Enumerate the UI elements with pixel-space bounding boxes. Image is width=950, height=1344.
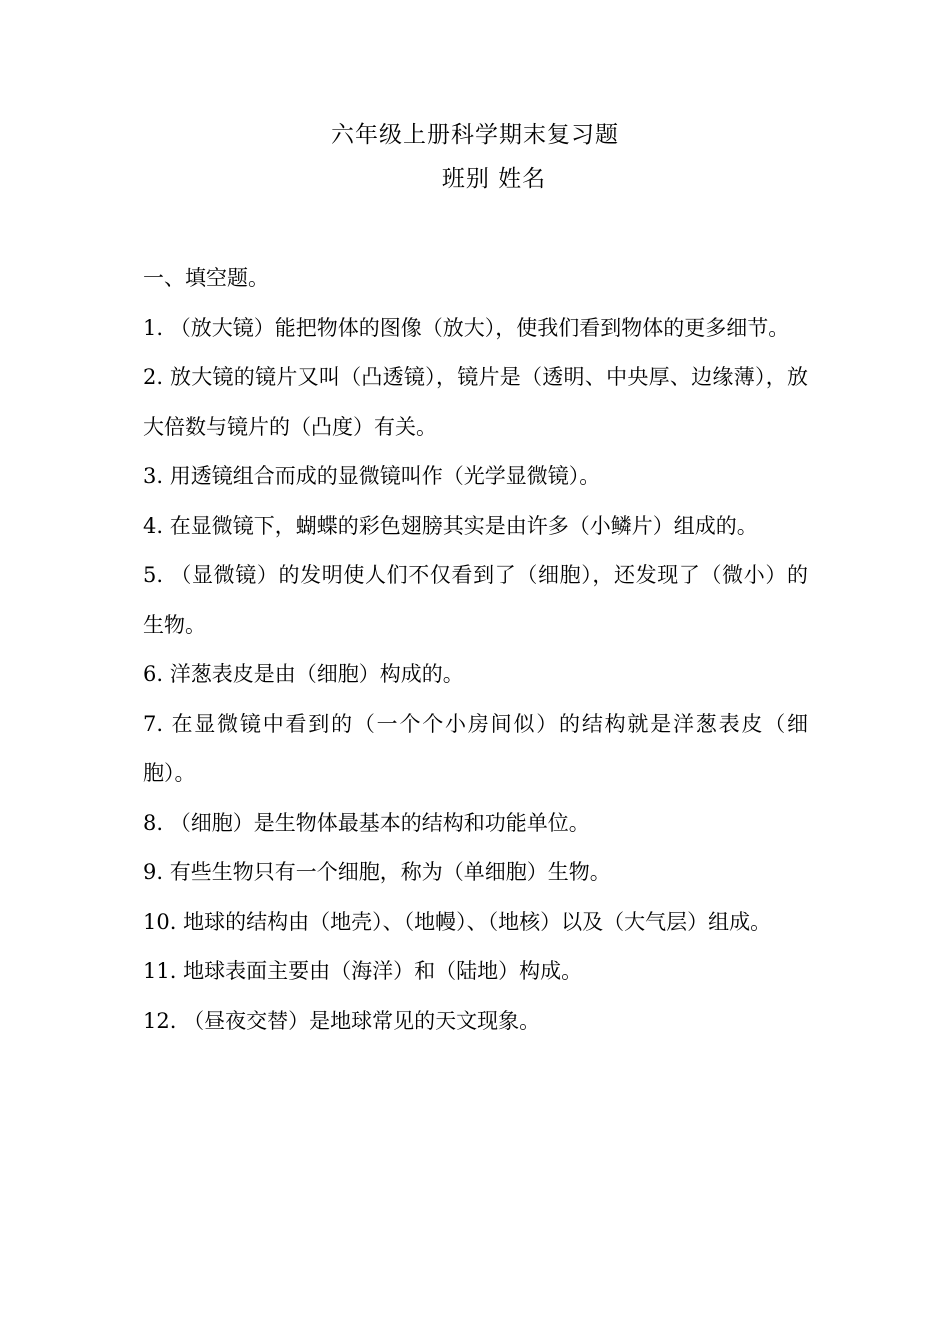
question-item-3: 3. 用透镜组合而成的显微镜叫作（光学显微镜）。 xyxy=(143,464,601,488)
section-heading: 一、填空题。 xyxy=(143,266,269,290)
question-item-10: 10. 地球的结构由（地壳）、（地幔）、（地核）以及（大气层）组成。 xyxy=(143,909,772,934)
question-item-4: 4. 在显微镜下，蝴蝶的彩色翅膀其实是由许多（小鳞片）组成的。 xyxy=(143,513,758,538)
question-item-11: 11. 地球表面主要由（海洋）和（陆地）构成。 xyxy=(143,959,583,983)
question-section xyxy=(143,254,808,1046)
question-item-1: 1. （放大镜）能把物体的图像（放大），使我们看到物体的更多细节。 xyxy=(143,315,790,340)
question-item-9: 9. 有些生物只有一个细胞，称为（单细胞）生物。 xyxy=(143,860,611,884)
question-item-5: 5. （显微镜）的发明使人们不仅看到了（细胞），还发现了（微小）的生物。 xyxy=(143,563,808,637)
document-title: 六年级上册科学期末复习题 xyxy=(331,122,619,148)
class-name-line: 班别 姓名 xyxy=(441,166,547,192)
question-item-8: 8. （细胞）是生物体最基本的结构和功能单位。 xyxy=(143,810,590,835)
question-item-12: 12. （昼夜交替）是地球常见的天文现象。 xyxy=(143,1008,541,1033)
question-item-2: 2. 放大镜的镜片又叫（凸透镜），镜片是（透明、中央厚、边缘薄），放大倍数与镜片的（凸度）有关。 xyxy=(143,365,808,439)
question-item-6: 6. 洋葱表皮是由（细胞）构成的。 xyxy=(143,662,464,686)
question-item-7: 7. 在显微镜中看到的（一个个小房间似）的结构就是洋葱表皮（细 胞）。 xyxy=(143,711,808,785)
